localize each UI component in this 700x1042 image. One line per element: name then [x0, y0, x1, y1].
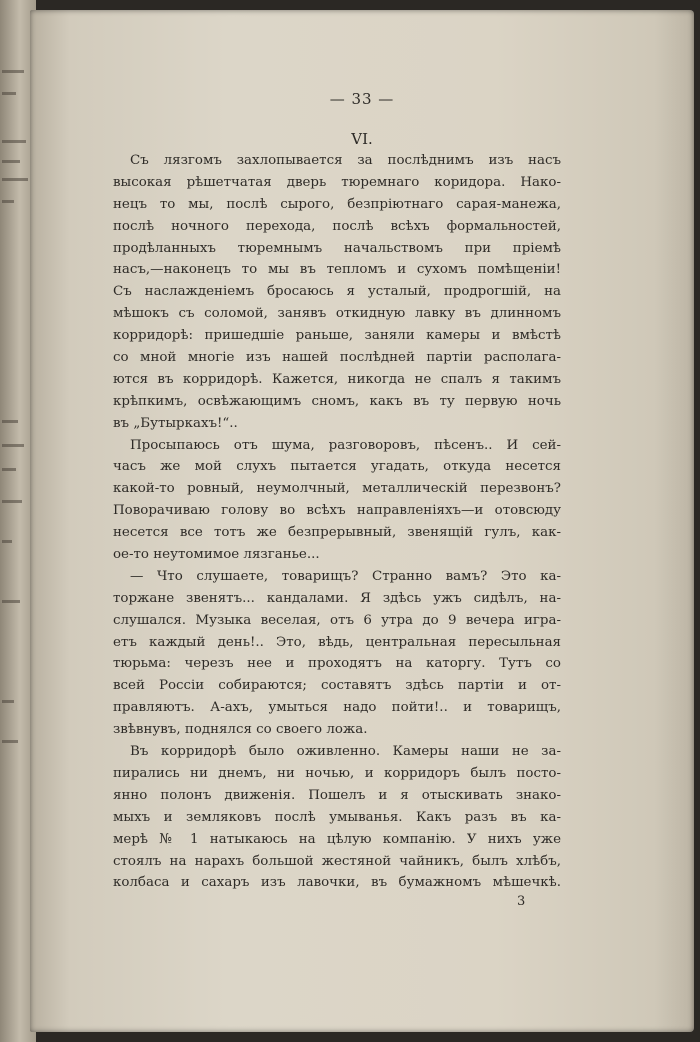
text-line: мыхъ и земляковъ послѣ умыванья. Какъ разъ въ ка- — [113, 809, 561, 825]
text-line: мерѣ № 1 натыкаюсь на цѣлую компанію. У нихъ уже — [113, 831, 561, 847]
text-line: колбаса и сахаръ изъ лавочки, въ бумажномъ мѣшечкѣ. — [113, 875, 561, 891]
book-page — [30, 10, 694, 1032]
text-line: Просыпаюсь отъ шума, разговоровъ, пѣсенъ.. И сей- — [130, 437, 561, 453]
text-line: высокая рѣшетчатая дверь тюремнаго коридора. Нако- — [113, 174, 561, 190]
text-line: слушался. Музыка веселая, отъ 6 утра до 9 вечера игра- — [113, 612, 561, 628]
text-line: мѣшокъ съ соломой, занявъ откидную лавку въ длинномъ — [113, 306, 561, 322]
text-line: насъ,—наконецъ то мы въ тепломъ и сухомъ помѣщеніи! — [113, 262, 561, 278]
text-line: въ „Бутыркахъ!“.. — [113, 415, 238, 431]
text-line: Съ наслажденіемъ бросаюсь я усталый, продрогшій, на — [113, 284, 561, 300]
text-line: нецъ то мы, послѣ сырого, безпріютнаго сарая-манежа, — [113, 196, 561, 212]
text-line: продѣланныхъ тюремнымъ начальствомъ при пріемѣ — [113, 240, 561, 256]
text-line: Поворачиваю голову во всѣхъ направленіяхъ—и отовсюду — [113, 503, 561, 519]
text-line: крѣпкимъ, освѣжающимъ сномъ, какъ въ ту первую ночь — [113, 393, 561, 409]
text-line: тюрьма: черезъ нее и проходятъ на каторгу. Тутъ со — [113, 656, 561, 672]
text-line: послѣ ночного перехода, послѣ всѣхъ формальностей, — [113, 218, 561, 234]
text-line: всей Россіи собираются; составятъ здѣсь партіи и от- — [113, 678, 561, 694]
text-line: ое-то неутомимое лязганье... — [113, 547, 320, 563]
text-line: часъ же мой слухъ пытается угадать, откуда несется — [113, 459, 561, 475]
text-line: несется все тотъ же безпрерывный, звенящій гулъ, как- — [113, 525, 561, 541]
chapter-heading: VI. — [351, 130, 373, 148]
page-number-header: — 33 — — [329, 90, 395, 108]
text-line: етъ каждый день!.. Это, вѣдь, центральная пересыльная — [113, 634, 561, 650]
text-line: ются въ корридорѣ. Кажется, никогда не спалъ я такимъ — [113, 371, 561, 387]
text-line: янно полонъ движенія. Пошелъ и я отыскивать знако- — [113, 787, 561, 803]
text-line: — Что слушаете, товарищъ? Странно вамъ? Это ка- — [130, 568, 561, 584]
signature-mark: 3 — [517, 894, 526, 909]
text-line: пирались ни днемъ, ни ночью, и корридоръ былъ посто- — [113, 765, 561, 781]
text-line: стоялъ на нарахъ большой жестяной чайникъ, былъ хлѣбъ, — [113, 853, 561, 869]
body-text — [113, 150, 561, 894]
text-line: Въ корридорѣ было оживленно. Камеры наши не за- — [130, 744, 561, 760]
text-line: правляютъ. А-ахъ, умыться надо пойти!.. и товарищъ, — [113, 700, 561, 716]
text-line: со мной многіе изъ нашей послѣдней партіи располага- — [113, 350, 561, 366]
text-line: Съ лязгомъ захлопывается за послѣднимъ изъ насъ — [130, 153, 561, 168]
previous-page-text-fragments — [2, 0, 32, 1042]
text-line: звѣвнувъ, поднялся со своего ложа. — [113, 722, 368, 738]
text-line: какой-то ровный, неумолчный, металлическій перезвонъ? — [113, 481, 561, 497]
text-line: корридорѣ: пришедшіе раньше, заняли камеры и вмѣстѣ — [113, 328, 561, 344]
text-line: торжане звенятъ... кандалами. Я здѣсь ужъ сидѣлъ, на- — [113, 590, 561, 606]
